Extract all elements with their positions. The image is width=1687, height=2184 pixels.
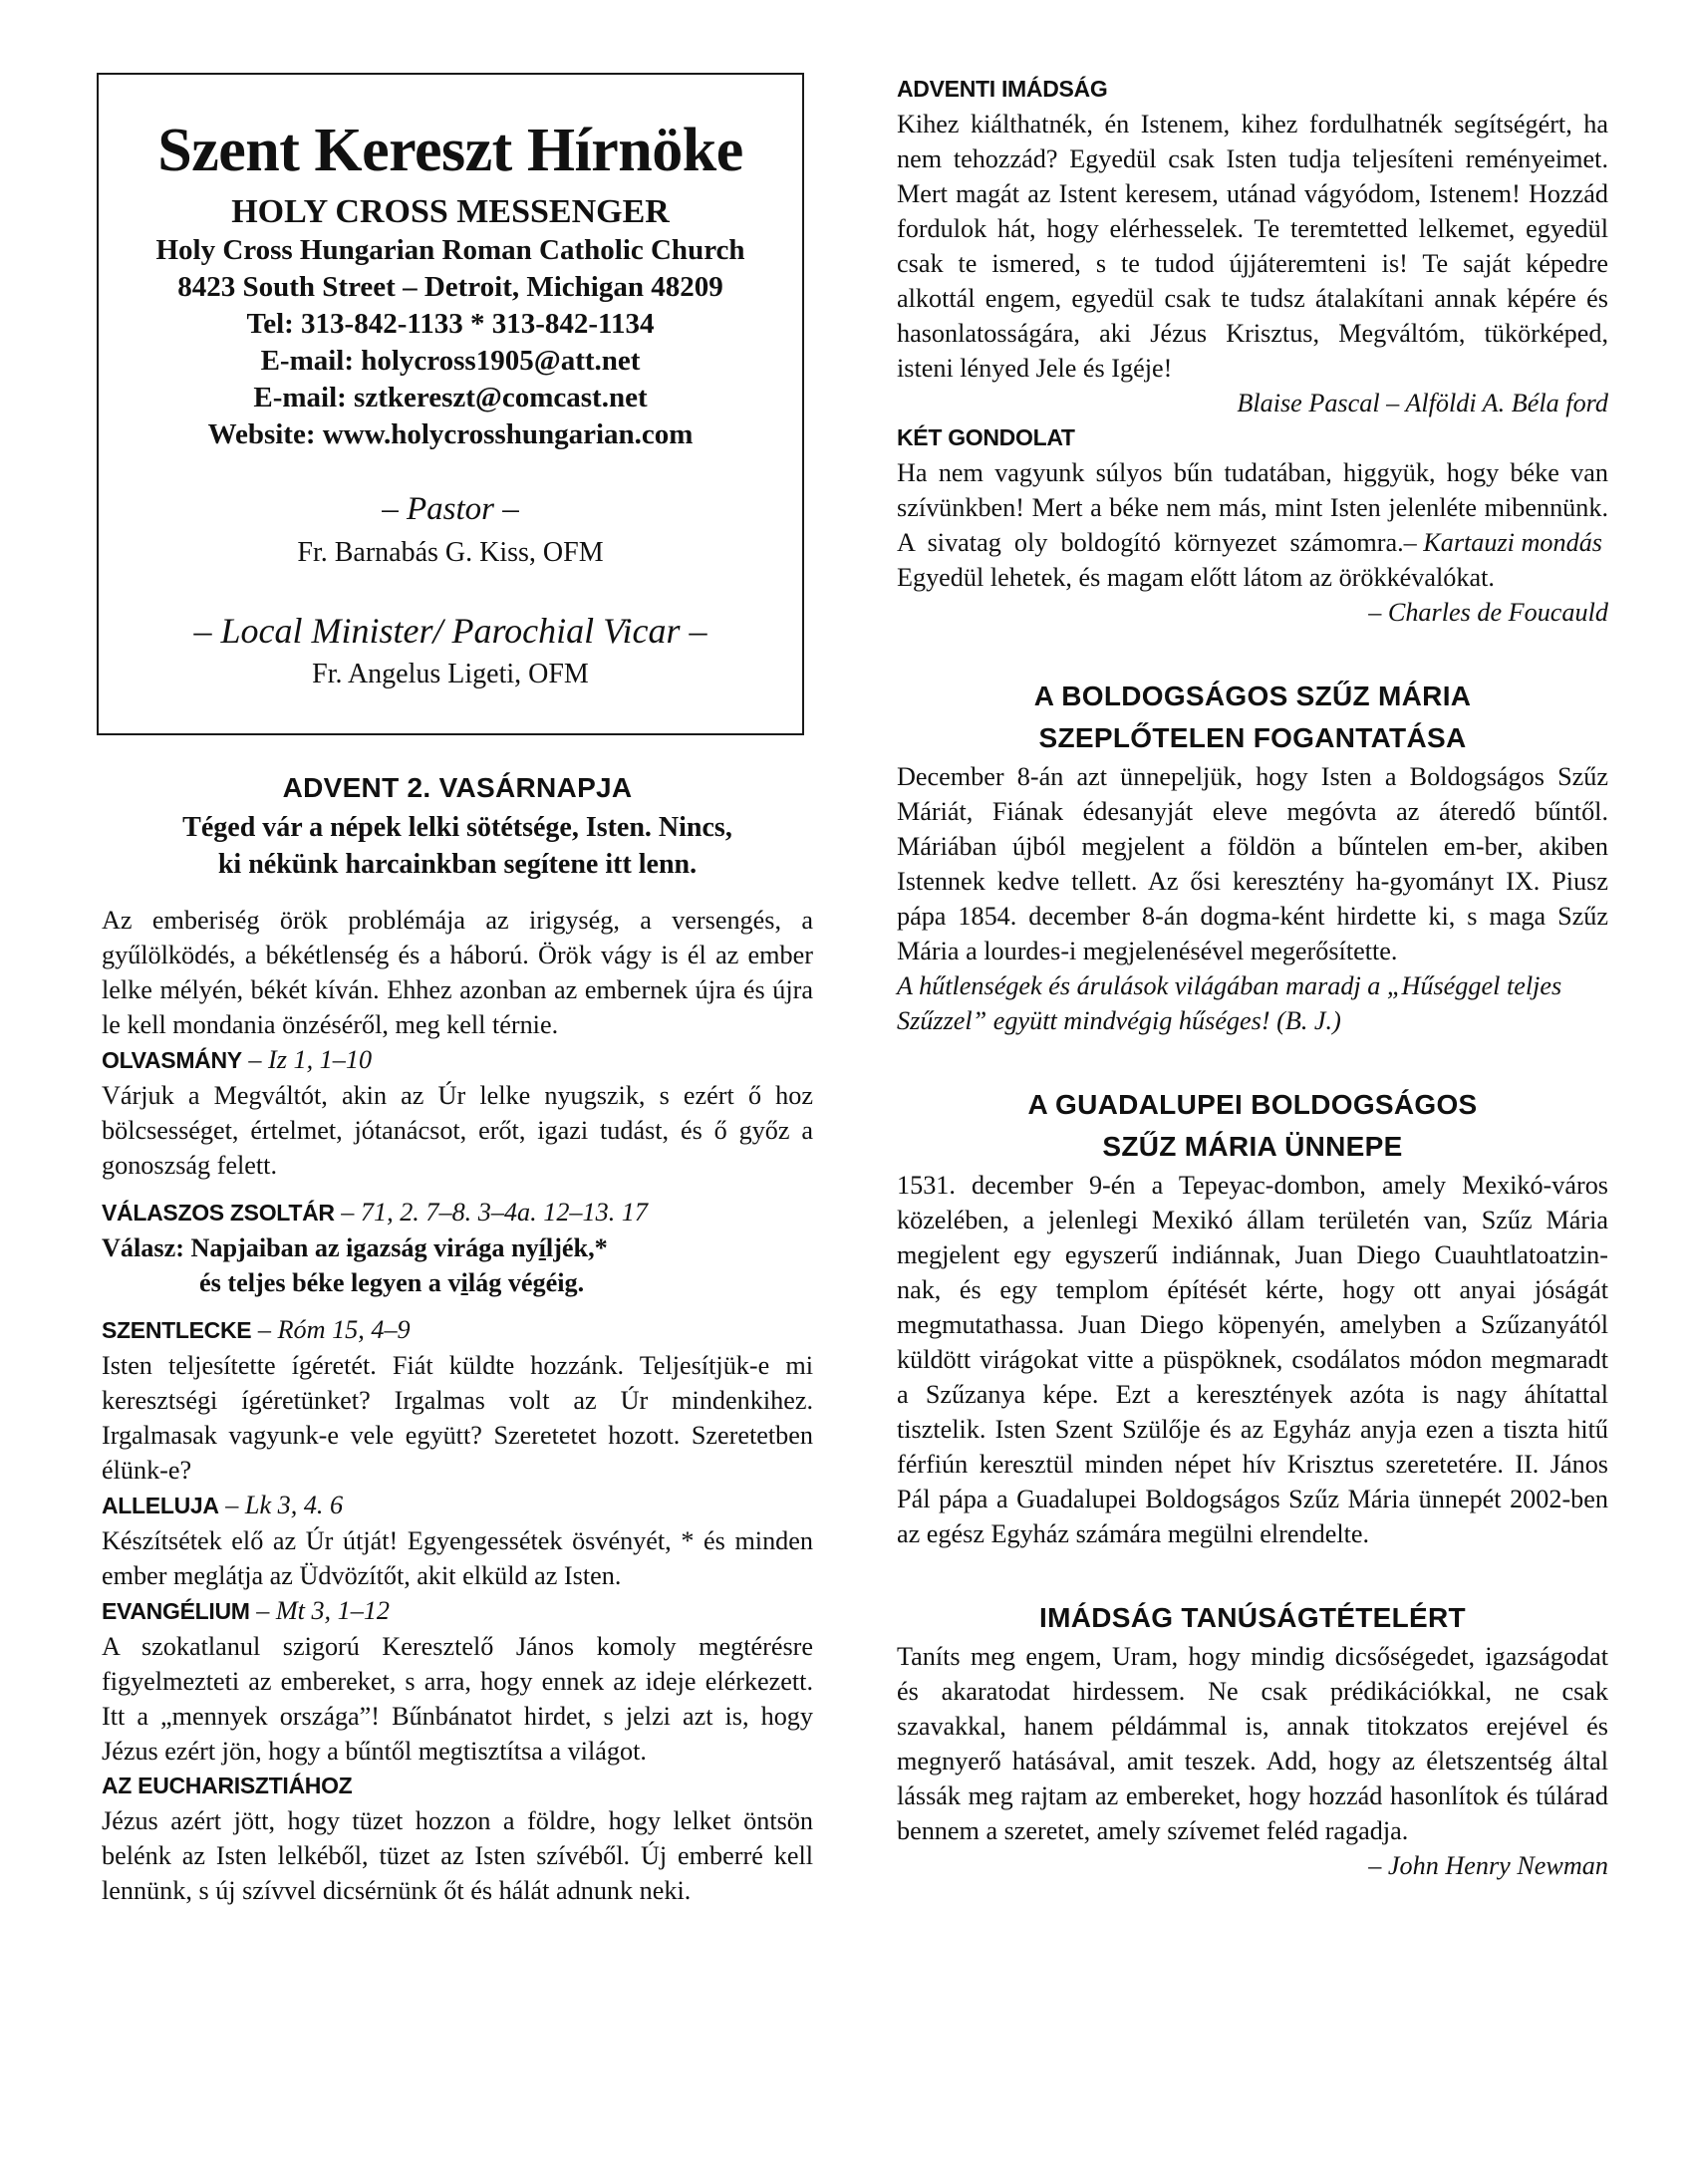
reading1-label: OLVASMÁNY [102, 1047, 242, 1073]
two-thoughts-label: KÉT GONDOLAT [897, 424, 1075, 450]
advent-heading: ADVENT 2. VASÁRNAPJA [282, 772, 633, 803]
pastor-name: Fr. Barnabás G. Kiss, OFM [297, 537, 604, 568]
vicar-name: Fr. Angelus Ligeti, OFM [312, 659, 589, 689]
pastor-role: – Pastor – [382, 491, 519, 527]
church-email-2[interactable]: E-mail: sztkereszt@comcast.net [253, 382, 648, 413]
church-email-1[interactable]: E-mail: holycross1905@att.net [260, 345, 641, 377]
thought-1-text: Ha nem vagyunk súlyos bűn tudatában, higgyük, hogy béke van szívünkben! Mert a béke nem más, mint Isten jelenléte mibennünk. [897, 458, 1608, 522]
eucharist-text: Jézus azért jött, hogy tüzet hozzon a földre, hogy lelket öntsön belénk az Isten lelkéből, tüzet az Isten szívéből. Új emberré kell lennünk, s új szívvel dicsérnünk őt és hálát adnunk neki. [102, 1806, 813, 1905]
gospel-ref: Mt 3, 1–12 [275, 1596, 391, 1625]
witness-prayer-heading: IMÁDSÁG TANÚSÁGTÉTELÉRT [1039, 1602, 1466, 1633]
reading2-label: SZENTLECKE [102, 1317, 252, 1343]
guadalupe-heading-line-1: A GUADALUPEI BOLDOGSÁGOS [1027, 1089, 1478, 1120]
gospel-header [102, 1593, 813, 1629]
advent-prayer-label: ADVENTI IMÁDSÁG [897, 76, 1108, 102]
witness-prayer-attribution: – John Henry Newman [1368, 1851, 1608, 1880]
immaculate-heading-line-1: A BOLDOGSÁGOS SZŰZ MÁRIA [1033, 681, 1472, 711]
alleluia-label: ALLELUJA [102, 1493, 219, 1518]
advent-prayer-attribution: Blaise Pascal – Alföldi A. Béla ford [1237, 389, 1608, 417]
psalm-label: VÁLASZOS ZSOLTÁR [102, 1200, 335, 1226]
church-phone: Tel: 313-842-1133 * 313-842-1134 [246, 308, 655, 340]
reading2-header [102, 1312, 813, 1348]
psalm-accent-mark: í [538, 1233, 546, 1262]
alleluia-ref: Lk 3, 4. 6 [244, 1491, 344, 1519]
newsletter-subtitle: HOLY CROSS MESSENGER [231, 193, 670, 230]
immaculate-heading-line-2: SZEPLŐTELEN FOGANTATÁSA [1038, 722, 1467, 753]
eucharist-label: AZ EUCHARISZTIÁHOZ [102, 1773, 353, 1798]
guadalupe-text: 1531. december 9-én a Tepeyac-dombon, amely Mexikó-város közelében, a jelenlegi Mexikó állam területén van, Szűz Mária megjelent egy egyszerű indiánnak, Juan Diego Cuauhtlatoatzin-nak, és egy templom építését kérte, hogy ott anyai jóságát megmutathassa. Juan Diego köpenyén, amelyben a Szűzanyától küldött virágokat vitte a püspöknek, csodálatos módon megmaradt a Szűzanya képe. Ezt a keresztények azóta is nagy áhítattal tisztelik. Isten Szent Szülője és az Egyház anyja ezen a tiszta hitű férfiún keresztül minden népet hív Krisztus szeretetére. II. János Pál pápa a Guadalupei Boldogságos Szűz Mária ünnepét 2002-ben az egész Egyház számára megülni elrendelte. [897, 1171, 1608, 1548]
thought-1 [897, 455, 1608, 557]
thought-2-attribution: – Charles de Foucauld [1368, 598, 1608, 627]
advent-motto-line-2: ki nékünk harcainkban segítene itt lenn. [217, 849, 698, 880]
immaculate-quote: A hűtlenségek és árulások világában maradj a „Hűséggel teljes Szűzzel” együtt mindvégig hűséges! (B. J.) [897, 971, 1562, 1035]
psalm-header [102, 1195, 813, 1230]
psalm-response-text: ljék,* [545, 1233, 608, 1262]
gospel-text: A szokatlanul szigorú Keresztelő János komoly megtérésre figyelmezteti az embereket, s arra, hogy ennek az ideje elérkezett. Itt a „mennyek országa”! Bűnbánatot hirdet, s jelzi azt is, hogy Jézus ezért jön, hogy a bűntől megtisztítsa a világot. [102, 1632, 813, 1766]
advent-prayer-text: Kihez kiálthatnék, én Istenem, kihez fordulhatnék segítségért, ha nem tehozzád? Egyedül csak Isten tudja teljesíteni reményeimet. Mert magát az Istent keresem, utánad vágyódom, Istenem! Hozzád fordulok hát, hogy elérhesselek. Te teremtetted lelkemet, egyedül csak te ismered, s te tudod újjáteremteni is! Te saját képedre alkottál engem, egyedül csak te tudsz átalakítani annak képére és hasonlatosságára, aki Jézus Krisztus, Megváltóm, tükörképed, isteni lényed Jele és Igéje! [897, 110, 1608, 383]
psalm-response-text: lág végéig. [467, 1268, 585, 1297]
church-address: 8423 South Street – Detroit, Michigan 48209 [177, 271, 723, 303]
left-column [102, 767, 813, 1908]
psalm-response-line-2 [102, 1265, 813, 1300]
reading1-header [102, 1042, 813, 1078]
separator: – [249, 1596, 276, 1625]
separator: – [241, 1045, 269, 1074]
thought-2-text: A sivatag oly boldogító környezet számomra. Egyedül lehetek, és magam előtt látom az örökkévalókat. [897, 528, 1495, 592]
immaculate-text: December 8-án azt ünnepeljük, hogy Isten a Boldogságos Szűz Máriát, Fiának édesanyját eleve megóvta az áteredő bűntől. Máriában újból megjelent a földön a bűntelen em-ber, akiben Istennek kedve tellett. Az ősi keresztény ha-gyományt IX. Piusz pápa 1854. december 8-án dogma-ként hirdette ki, s maga Szűz Mária a lourdes-i megjelenésével megerősítette. [897, 762, 1608, 965]
masthead-box [97, 73, 804, 735]
guadalupe-heading-line-2: SZŰZ MÁRIA ÜNNEPE [1102, 1131, 1403, 1162]
vicar-role: – Local Minister/ Parochial Vicar – [193, 611, 707, 651]
newsletter-title: Szent Kereszt Hírnöke [157, 117, 743, 184]
reading2-text: Isten teljesítette ígéretét. Fiát küldte hozzánk. Teljesítjük-e mi keresztségi ígéretünket? Irgalmas volt az Úr mindenkihez. Irgalmasak vagyunk-e vele együtt? Szeretetet hozott. Szeretetben élünk-e? [102, 1351, 813, 1485]
psalm-ref: 71, 2. 7–8. 3–4a. 12–13. 17 [360, 1198, 648, 1227]
psalm-accent-mark: i [460, 1268, 468, 1297]
right-column [897, 72, 1608, 1883]
reading1-text: Várjuk a Megváltót, akin az Úr lelke nyugszik, s ezért ő hoz bölcsességet, értelmet, jótanácsot, erőt, igazi tudást, és ő győz a gonoszság felett. [102, 1081, 813, 1180]
gospel-label: EVANGÉLIUM [102, 1598, 250, 1624]
separator: – [334, 1198, 361, 1227]
separator: – [218, 1491, 245, 1519]
separator: – [251, 1315, 278, 1344]
psalm-response-line-1 [102, 1230, 813, 1265]
advent-intro: Az emberiség örök problémája az irigység, a versengés, a gyűlölködés, a békétlenség és a háború. Örök vágy is él az ember lelke mélyén, békét kíván. Ehhez azonban az embernek újra és újra le kell mondania önzéséről, meg kell térnie. [102, 906, 813, 1039]
church-website[interactable]: Website: www.holycrosshungarian.com [207, 418, 694, 450]
psalm-response-text: és teljes béke legyen a v [199, 1268, 461, 1297]
advent-motto-line-1: Téged vár a népek lelki sötétsége, Isten. Nincs, [182, 812, 732, 843]
thought-1-attribution: – Kartauzi mondás [1403, 528, 1602, 557]
alleluia-text: Készítsétek elő az Úr útját! Egyengessétek ösvényét, * és minden ember meglátja az Üdvözítőt, akit elküld az Isten. [102, 1526, 813, 1590]
alleluia-header [102, 1488, 813, 1523]
church-name: Holy Cross Hungarian Roman Catholic Church [155, 234, 745, 266]
reading2-ref: Róm 15, 4–9 [277, 1315, 411, 1344]
reading1-ref: Iz 1, 1–10 [268, 1045, 373, 1074]
witness-prayer-text: Taníts meg engem, Uram, hogy mindig dicsőségedet, igazságodat és akaratodat hirdessem. Ne csak prédikációkkal, ne csak szavakkal, hanem példámmal is, annak titokzatos erejével és megnyerő hatásával, amit teszek. Add, hogy az életszentség által lássák meg rajtam az embereket, hogy hozzád hasonlítok és túlárad bennem a szeretet, amely szívemet feléd ragadja. [897, 1642, 1608, 1845]
psalm-response-text: Válasz: Napjaiban az igazság virága ny [102, 1233, 539, 1262]
